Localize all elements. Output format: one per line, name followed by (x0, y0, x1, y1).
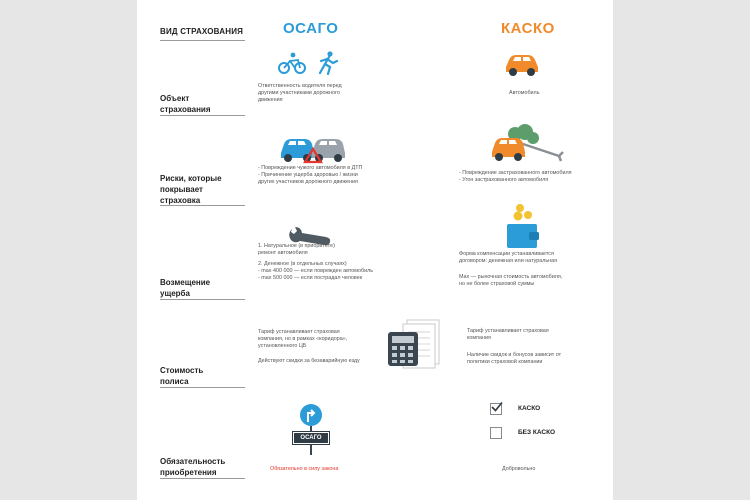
infographic-page (137, 0, 613, 500)
row-divider (160, 299, 245, 300)
car-hit-tree-icon (489, 124, 567, 164)
cyclist-icon (278, 52, 306, 74)
header-divider (160, 40, 245, 41)
row-label-risks: Риски, которые покрывает страховка (160, 174, 222, 205)
osago-obligation-text: Обязательно в силу закона (270, 466, 339, 472)
pedestrian-icon (315, 51, 339, 75)
kasko-option-label: КАСКО (518, 405, 541, 412)
row-title: ВИД СТРАХОВАНИЯ (160, 27, 244, 36)
row-divider (160, 387, 245, 388)
car-icon (502, 51, 542, 77)
row-label-compensation: Возмещение ущерба (160, 278, 211, 298)
kasko-title: КАСКО (501, 20, 555, 37)
kasko-compensation-text: Форма компенсации устанавливается договором: денежная или натуральная Max — рыночная стоимость автомобиля, но не более страховой суммы (459, 251, 563, 287)
row-label-object: Объект страхования (160, 94, 211, 114)
row-divider (160, 478, 245, 479)
osago-compensation-text: 1. Натуральное (в приоритете) ремонт автомобиля 2. Денежное (в отдельных случаях) - max 400 000 — если поврежден автомобиль - max 500 000 — если пострадал человек (258, 243, 374, 281)
osago-price-text: Тариф устанавливает страховая компания, но в рамках «коридора», установленного ЦБ Действуют скидки за безаварийную езду (258, 329, 360, 364)
osago-sign-plate: ОСАГО (293, 432, 329, 444)
row-divider (160, 205, 245, 206)
checkmark-icon (491, 401, 503, 413)
no-kasko-option-label: БЕЗ КАСКО (518, 429, 556, 436)
wallet-coins-icon (505, 202, 541, 250)
osago-title: ОСАГО (283, 20, 339, 37)
osago-risks-text: - Повреждение чужого автомобиля в ДТП - Причинение ущерба здоровью / жизни других участников дорожного движения (258, 165, 363, 185)
kasko-obligation-text: Добровольно (502, 466, 536, 472)
kasko-risks-text: - Повреждение застрахованного автомобиля - Угон застрахованного автомобиля (459, 170, 572, 183)
calculator-documents-icon (385, 318, 443, 370)
row-label-price: Стоимость полиса (160, 366, 204, 386)
no-kasko-checkbox[interactable] (490, 427, 502, 439)
row-label-obligation: Обязательность приобретения (160, 457, 226, 477)
road-sign-icon (297, 403, 325, 455)
kasko-checkbox[interactable] (490, 403, 502, 415)
car-accident-icon (279, 131, 347, 165)
osago-object-text: Ответственность водителя перед другими участниками дорожного движения (258, 83, 342, 103)
row-divider (160, 115, 245, 116)
kasko-object-text: Автомобиль (509, 90, 540, 96)
kasko-price-text: Тариф устанавливает страховая компания Наличие скидок и бонусов зависит от политики страховой компании (467, 328, 562, 365)
